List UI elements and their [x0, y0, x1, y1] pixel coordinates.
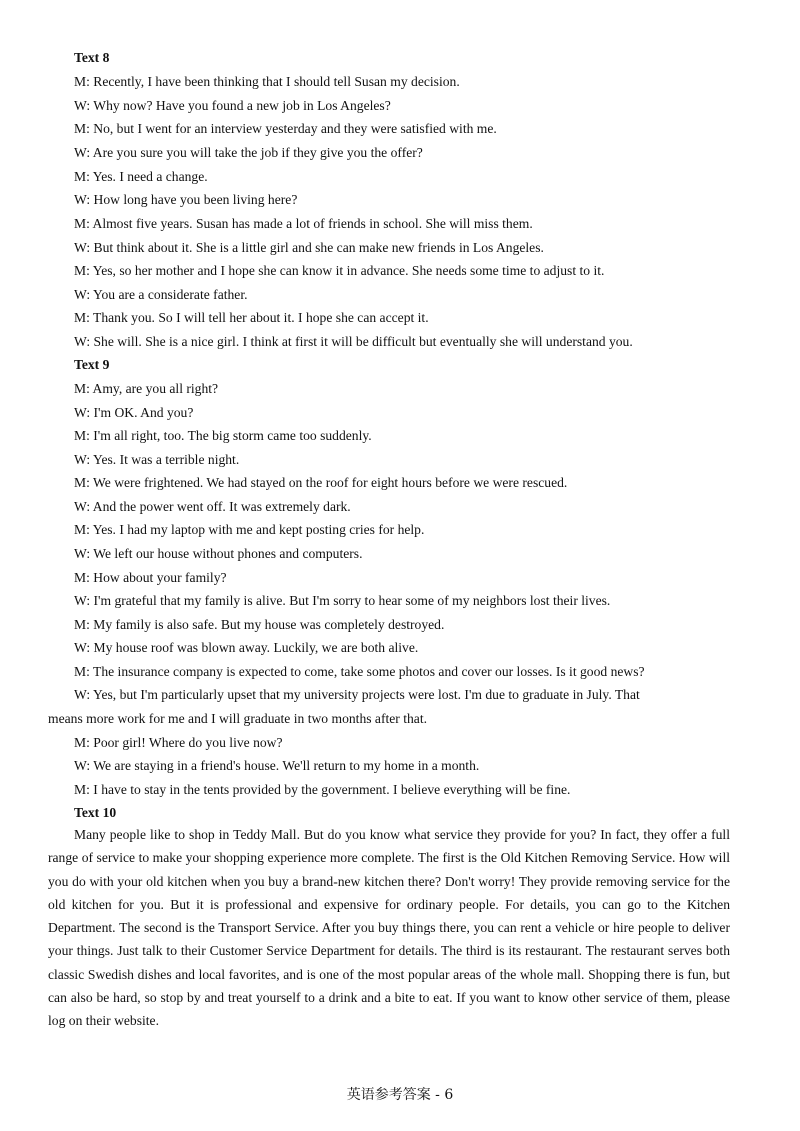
- page-footer: 英语参考答案 - 6: [346, 1087, 454, 1103]
- text8-line: W: You are a considerate father.: [74, 287, 248, 302]
- text8-line: W: She will. She is a nice girl. I think at first it will be difficult but eventually she will understand you.: [74, 334, 633, 349]
- text8-heading: Text 8: [74, 50, 110, 65]
- text8-line: M: Almost five years. Susan has made a lot of friends in school. She will miss them.: [74, 216, 533, 231]
- text8-line: W: Why now? Have you found a new job in Los Angeles?: [74, 98, 391, 113]
- text9-line: W: Yes. It was a terrible night.: [74, 452, 240, 467]
- text8-line: M: No, but I went for an interview yesterday and they were satisfied with me.: [74, 121, 497, 136]
- text8-line: M: Yes, so her mother and I hope she can know it in advance. She needs some time to adjust to it.: [74, 263, 605, 278]
- text9-line: W: I'm grateful that my family is alive. But I'm sorry to hear some of my neighbors lost their lives.: [74, 593, 611, 608]
- text9-line-continued: means more work for me and I will graduate in two months after that.: [48, 711, 428, 726]
- text9-line: W: We left our house without phones and computers.: [74, 546, 363, 561]
- text9-line: M: I have to stay in the tents provided by the government. I believe everything will be fine.: [74, 782, 571, 797]
- text9-line: M: We were frightened. We had stayed on the roof for eight hours before we were rescued.: [74, 475, 568, 490]
- text8-line: W: How long have you been living here?: [74, 192, 298, 207]
- text9-line: W: I'm OK. And you?: [74, 405, 194, 420]
- text8-line: M: Yes. I need a change.: [74, 169, 208, 184]
- text9-heading: Text 9: [74, 357, 110, 372]
- text8-line: W: Are you sure you will take the job if they give you the offer?: [74, 145, 423, 160]
- text9-line: M: Yes. I had my laptop with me and kept posting cries for help.: [74, 522, 425, 537]
- text9-line: M: How about your family?: [74, 570, 227, 585]
- text9-line: W: Yes, but I'm particularly upset that my university projects were lost. I'm due to graduate in July. That: [74, 687, 640, 702]
- text8-line: W: But think about it. She is a little girl and she can make new friends in Los Angeles.: [74, 240, 544, 255]
- text9-line: W: We are staying in a friend's house. We'll return to my home in a month.: [74, 758, 480, 773]
- text9-line: W: My house roof was blown away. Luckily, we are both alive.: [74, 640, 419, 655]
- text8-line: M: Thank you. So I will tell her about it. I hope she can accept it.: [74, 310, 429, 325]
- text9-line: M: I'm all right, too. The big storm came too suddenly.: [74, 428, 372, 443]
- text10-heading: Text 10: [74, 805, 117, 820]
- text9-line: M: The insurance company is expected to come, take some photos and cover our losses. Is it good news?: [74, 664, 645, 679]
- text9-line: M: Amy, are you all right?: [74, 381, 219, 396]
- text9-line: M: My family is also safe. But my house was completely destroyed.: [74, 617, 445, 632]
- text10-paragraph: Many people like to shop in Teddy Mall. But do you know what service they provide for you? In fact, they offer a full range of service to make your shopping experience more complete. The first is the Old Kitchen Removing Service. How will you do with your old kitchen when you buy a brand-new kitchen there? Don't worry! They provide removing service for the old kitchen for you. But it is professional and expensive for ordinary people. For details, you can go to the Kitchen Department. The second is the Transport Service. After you buy things there, you can rent a vehicle or hire people to deliver your things. Just talk to their Customer Service Department for details. The third is its restaurant. The restaurant serves both classic Swedish dishes and local favorites, and is one of the most popular areas of the whole mall. Shopping there is fun, but can also be hard, so stop by and treat yourself to a drink and a bite to eat. If you want to know other service of them, please log on their website.: [48, 827, 730, 1029]
- text9-line: W: And the power went off. It was extremely dark.: [74, 499, 351, 514]
- text8-line: M: Recently, I have been thinking that I should tell Susan my decision.: [74, 74, 460, 89]
- text9-line: M: Poor girl! Where do you live now?: [74, 735, 283, 750]
